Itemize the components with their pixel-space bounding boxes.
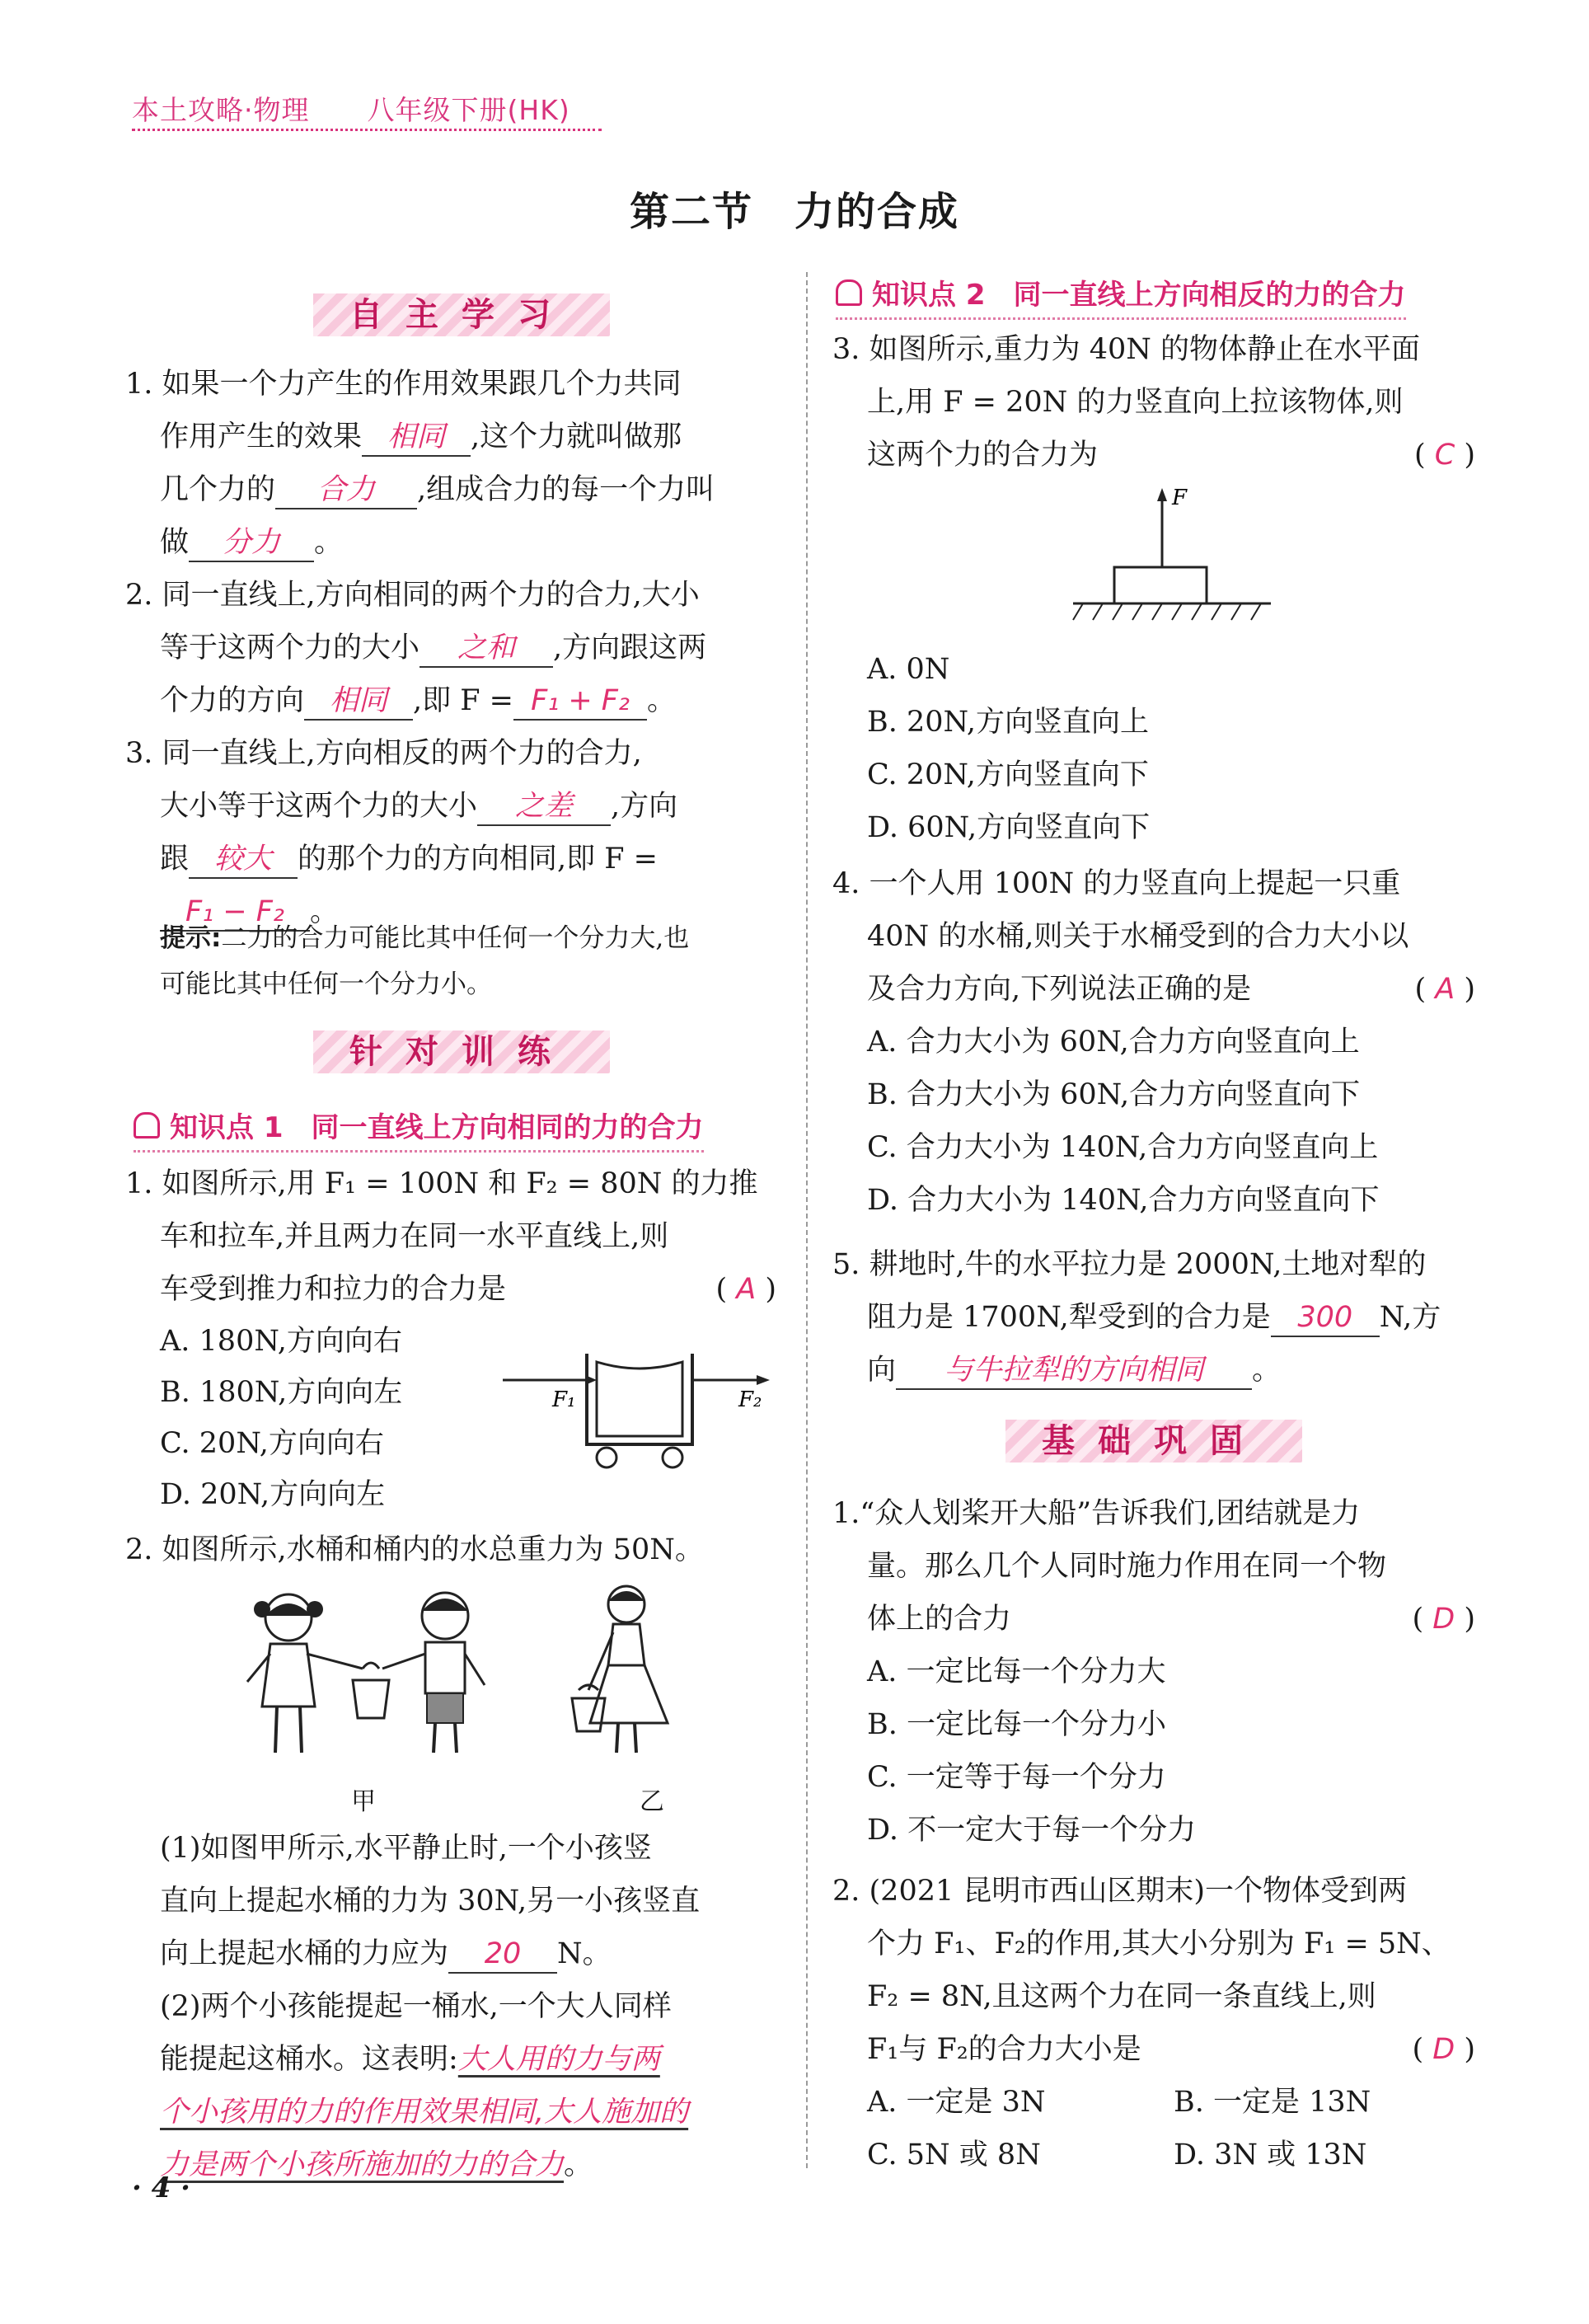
answer-blank: 之和	[420, 630, 553, 668]
question-t4	[832, 857, 1475, 1227]
option-d: D. 不一定大于每一个分力	[867, 1814, 1197, 1847]
question-t2-parts: (1)如图甲所示,水平静止时,一个小孩竖 直向上提起水桶的力为 30N,另一小孩竖直 向上提起水桶的力应为 20 N。 (2)两个小孩能提起一桶水,一个大人同样 能提起这桶水。这表明:大人用的力与两 个小孩用的力的作用效果相同,大人施加的 力是两个小孩所施加的力的合力。	[160, 1822, 778, 2191]
question-b2	[832, 1865, 1475, 2181]
caption-jia: 甲	[351, 1787, 376, 1816]
q2-line2: 等于这两个力的大小 之和 ,方向跟这两	[125, 622, 776, 674]
label-f1: F₁	[552, 1387, 576, 1412]
arrow-f2-head	[757, 1375, 770, 1385]
cart-wheel-left	[597, 1448, 616, 1467]
option-b: B. 20N,方向竖直向上	[867, 706, 1150, 739]
answer-paren: ( D )	[1412, 1603, 1475, 1636]
bucket-figure-a	[353, 1663, 389, 1718]
answer-blank: 与牛拉犁的方向相同	[896, 1352, 1252, 1390]
option-c: C. 20N,方向竖直向下	[867, 758, 1149, 791]
cart-figure	[495, 1337, 775, 1477]
question-t5: 5. 耕地时,牛的水平拉力是 2000N,土地对犁的 阻力是 1700N,犁受到的合力是 300 N,方 向 与牛拉犁的方向相同 。	[832, 1238, 1475, 1397]
question-text: 向上提起水桶的力应为	[160, 1937, 449, 1970]
answer-text: 力是两个小孩所施加的力的合力	[160, 2148, 565, 2181]
option-a: A. 一定是 3N	[867, 2086, 1046, 2119]
label-f: F	[1172, 486, 1188, 510]
force-arrow-head	[1157, 488, 1167, 501]
option-b: B. 一定是 13N	[1174, 2086, 1371, 2119]
question-text: 1. 如图所示,用 F₁ = 100N 和 F₂ = 80N 的力推	[125, 1167, 758, 1200]
question-text: 量。那么几个人同时施力作用在同一个物	[867, 1550, 1387, 1583]
grade-label: 八年级下册(HK)	[367, 94, 570, 126]
question-text: (2)两个小孩能提起一桶水,一个大人同样	[160, 1990, 672, 2023]
q3-line3: 跟 较大 的那个力的方向相同,即 F =	[125, 833, 776, 885]
answer-blank: 分力	[189, 524, 314, 562]
boy-figure	[382, 1593, 485, 1753]
tip-label: 提示:	[160, 923, 222, 953]
answer-paren: ( C )	[1413, 439, 1475, 472]
answer-paren: ( D )	[1412, 2033, 1475, 2066]
question-text: 40N 的水桶,则关于水桶受到的合力大小以	[867, 920, 1409, 953]
answer-blank: F₁ − F₂	[160, 894, 310, 932]
option-c: C. 一定等于每一个分力	[867, 1761, 1166, 1794]
question-text: 1.“众人划桨开大船”告诉我们,团结就是力	[832, 1497, 1361, 1530]
option-a: A. 合力大小为 60N,合力方向竖直向上	[867, 1026, 1360, 1059]
cart-tub	[597, 1362, 682, 1436]
question-text: 车受到推力和拉力的合力是	[160, 1273, 507, 1306]
question-text: 向	[867, 1354, 897, 1387]
q3-line4: F₁ − F₂ 。	[125, 885, 776, 938]
question-text: F₂ = 8N,且这两个力在同一条直线上,则	[867, 1980, 1376, 2013]
question-text: 及合力方向,下列说法正确的是	[867, 973, 1252, 1006]
section-consolidate: 基础巩固	[1005, 1420, 1302, 1462]
question-text: 车和拉车,并且两力在同一水平直线上,则	[160, 1220, 669, 1253]
bell-icon	[836, 279, 862, 306]
option-c: C. 合力大小为 140N,合力方向竖直向上	[867, 1131, 1379, 1164]
option-d: D. 20N,方向向左	[160, 1478, 386, 1511]
bell-icon	[134, 1112, 160, 1139]
option-d: D. 合力大小为 140N,合力方向竖直向下	[867, 1184, 1380, 1217]
question-text: 3. 如图所示,重力为 40N 的物体静止在水平面	[832, 333, 1421, 366]
option-d: D. 3N 或 13N	[1174, 2139, 1367, 2171]
knowledge-point-2: 知识点 2 同一直线上方向相反的力的合力	[836, 272, 1406, 320]
q3-line2: 大小等于这两个力的大小 之差 ,方向	[125, 780, 776, 833]
answer-paren: ( A )	[715, 1273, 776, 1306]
tip-text-1: 二力的合力可能比其中任何一个分力大,也	[221, 923, 690, 953]
block-figure	[1063, 485, 1286, 641]
option-c: C. 20N,方向向右	[160, 1427, 384, 1460]
girl-figure	[247, 1594, 363, 1753]
question-text: 能提起这桶水。这表明:	[160, 2043, 458, 2076]
answer-paren: ( A )	[1414, 973, 1475, 1006]
page-title: 第二节 力的合成	[629, 189, 959, 235]
question-text: 个力 F₁、F₂的作用,其大小分别为 F₁ = 5N、	[867, 1927, 1451, 1960]
answer-blank: F₁ + F₂	[513, 683, 647, 721]
bucket-figure	[223, 1583, 684, 1781]
question-text: (1)如图甲所示,水平静止时,一个小孩竖	[160, 1832, 652, 1865]
answer-blank: 合力	[275, 472, 417, 509]
answer-text: 大人用的力与两	[457, 2043, 660, 2076]
question-text: 直向上提起水桶的力为 30N,另一小孩竖直	[160, 1885, 701, 1918]
knowledge-point-1: 知识点 1 同一直线上方向相同的力的合力	[134, 1105, 704, 1153]
question-t2-stem: 2. 如图所示,水桶和桶内的水总重力为 50N。	[125, 1533, 704, 1566]
question-text: 阻力是 1700N,犁受到的合力是	[867, 1301, 1271, 1334]
section-self-study: 自主学习	[313, 293, 610, 336]
q1-line1: 1. 如果一个力产生的作用效果跟几个力共同	[125, 368, 682, 401]
block	[1114, 567, 1207, 603]
answer-blank: 相同	[362, 419, 471, 457]
column-divider	[806, 272, 808, 2168]
answer-blank: 300	[1271, 1299, 1380, 1337]
option-c: C. 5N 或 8N	[867, 2139, 1041, 2171]
ground-hatch	[1073, 603, 1261, 620]
running-header	[132, 89, 570, 128]
answer-blank: 之差	[477, 788, 611, 826]
question-b1	[832, 1487, 1475, 1857]
answer-blank: 相同	[304, 683, 413, 721]
question-text: 5. 耕地时,牛的水平拉力是 2000N,土地对犁的	[832, 1248, 1427, 1281]
option-b: B. 一定比每一个分力小	[867, 1708, 1166, 1741]
tip-block	[160, 915, 786, 1007]
header-underline	[132, 124, 602, 131]
answer-blank: 较大	[189, 841, 298, 879]
option-b: B. 合力大小为 60N,合力方向竖直向下	[867, 1078, 1361, 1111]
question-text: N。	[557, 1937, 612, 1970]
option-d: D. 60N,方向竖直向下	[867, 811, 1151, 844]
question-text: 4. 一个人用 100N 的力竖直向上提起一只重	[832, 867, 1401, 900]
question-text: N,方	[1379, 1301, 1441, 1334]
section-targeted: 针对训练	[313, 1031, 610, 1073]
book-title: 本土攻略·物理	[132, 94, 310, 126]
question-text: 体上的合力	[867, 1603, 1012, 1636]
q2-line1: 2. 同一直线上,方向相同的两个力的合力,大小	[125, 579, 700, 612]
answer-text: 个小孩用的力的作用效果相同,大人施加的	[160, 2096, 689, 2129]
cart-wheel-right	[663, 1448, 682, 1467]
q1-line2: 作用产生的效果 相同 ,这个力就叫做那	[125, 411, 776, 463]
option-a: A. 一定比每一个分力大	[867, 1655, 1166, 1688]
option-b: B. 180N,方向向左	[160, 1376, 403, 1409]
self-study-block	[125, 358, 776, 938]
answer-blank: 20	[448, 1936, 557, 1974]
question-text: 这两个力的合力为	[867, 439, 1099, 472]
question-t3-options	[867, 643, 1477, 854]
option-a: A. 0N	[867, 653, 950, 686]
woman-figure	[572, 1586, 668, 1753]
q2-line3: 个力的方向 相同 ,即 F = F₁ + F₂ 。	[125, 674, 776, 727]
label-f2: F₂	[738, 1387, 762, 1412]
question-text: F₁与 F₂的合力大小是	[867, 2033, 1141, 2066]
caption-yi: 乙	[640, 1787, 664, 1816]
tip-text-2: 可能比其中任何一个分力小。	[160, 970, 492, 999]
option-a: A. 180N,方向向右	[160, 1325, 402, 1358]
question-text: 上,用 F = 20N 的力竖直向上拉该物体,则	[867, 386, 1404, 419]
q3-line1: 3. 同一直线上,方向相反的两个力的合力,	[125, 737, 642, 770]
question-t3	[832, 323, 1475, 481]
q1-line3: 几个力的 合力 ,组成合力的每一个力叫	[125, 463, 776, 516]
question-text: 2. (2021 昆明市西山区期末)一个物体受到两	[832, 1875, 1408, 1908]
page-number: · 4 ·	[132, 2171, 191, 2204]
q1-line4: 做 分力 。	[125, 516, 776, 569]
